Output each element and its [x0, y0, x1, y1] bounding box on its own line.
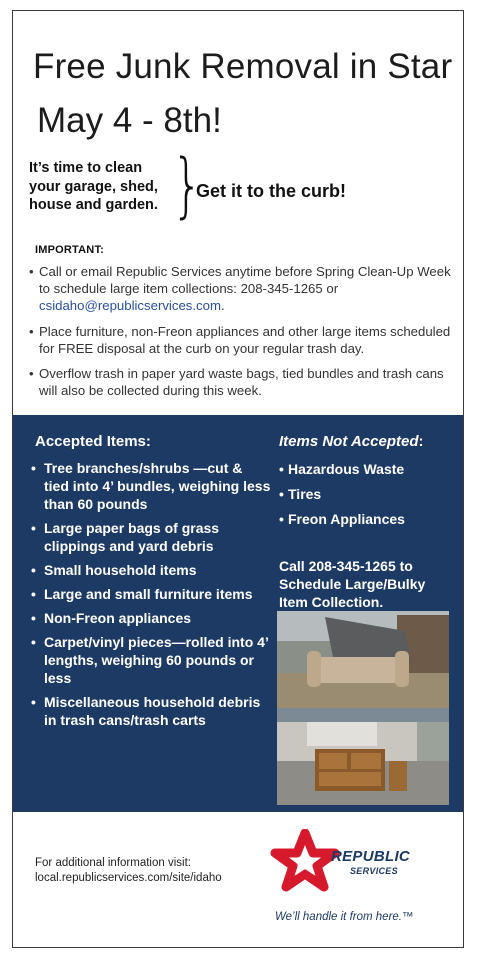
not-accepted-heading	[279, 433, 423, 450]
list-item-text: .	[220, 298, 225, 314]
accepted-heading: Accepted Items:	[35, 433, 151, 450]
list-item: • Tires	[279, 485, 459, 503]
callout-text: Get it to the curb!	[196, 181, 346, 201]
email-link[interactable]: csidaho@republicservices.com	[39, 298, 221, 314]
not-accepted-list	[279, 460, 459, 535]
list-item: • Large and small furniture items	[31, 585, 271, 603]
tagline-line: It’s time to clean	[29, 160, 143, 176]
brand-subtitle: SERVICES	[350, 866, 398, 876]
list-item: • Small household items	[31, 561, 271, 579]
info-url[interactable]: local.republicservices.com/site/idaho	[35, 872, 222, 884]
tagline-line: your garage, shed,	[29, 178, 158, 195]
list-item: • Large paper bags of grass clippings and yard debris	[31, 519, 271, 555]
list-item	[27, 263, 459, 315]
list-item: • Miscellaneous household debris in trash cans/trash carts	[31, 693, 271, 729]
list-item: • Non-Freon appliances	[31, 609, 271, 627]
curly-brace-icon: }	[171, 144, 203, 226]
page-title: Free Junk Removal in Star	[33, 47, 453, 86]
list-item: • Freon Appliances	[279, 510, 459, 528]
list-item: • Tree branches/shrubs —cut & tied into 4’ bundles, weighing less than 60 pounds	[31, 459, 271, 513]
more-info	[35, 856, 222, 886]
info-label: For additional information visit:	[35, 857, 191, 869]
flyer	[12, 10, 464, 948]
brand-slogan: We’ll handle it from here.™	[275, 911, 414, 923]
heading-text: Items Not Accepted	[279, 433, 419, 450]
list-item: • Carpet/vinyl pieces—rolled into 4’ lengths, weighing 60 pounds or less	[31, 633, 271, 687]
list-item: • Overflow trash in paper yard waste bags, tied bundles and trash cans will also be collected during this week.	[27, 365, 459, 399]
event-dates: May 4 - 8th!	[37, 101, 222, 140]
tagline-line: house and garden.	[29, 197, 158, 213]
brand-name: REPUBLIC	[331, 848, 411, 865]
list-item: • Hazardous Waste	[279, 460, 459, 478]
list-item-text: Call or email Republic Services anytime before Spring Clean-Up Week to schedule large item collections: 208-345-1265 or	[39, 264, 451, 297]
junk-photo	[277, 611, 449, 805]
heading-colon: :	[418, 433, 424, 450]
items-panel	[13, 415, 464, 812]
accepted-list	[31, 459, 271, 735]
important-heading: IMPORTANT:	[35, 244, 105, 256]
list-item: • Place furniture, non-Freon appliances and other large items scheduled for FREE disposal at the curb on your regular trash day.	[27, 323, 459, 357]
tagline	[29, 159, 189, 215]
important-list	[27, 263, 459, 407]
call-to-schedule: Call 208-345-1265 to Schedule Large/Bulky Item Collection.	[279, 558, 426, 610]
